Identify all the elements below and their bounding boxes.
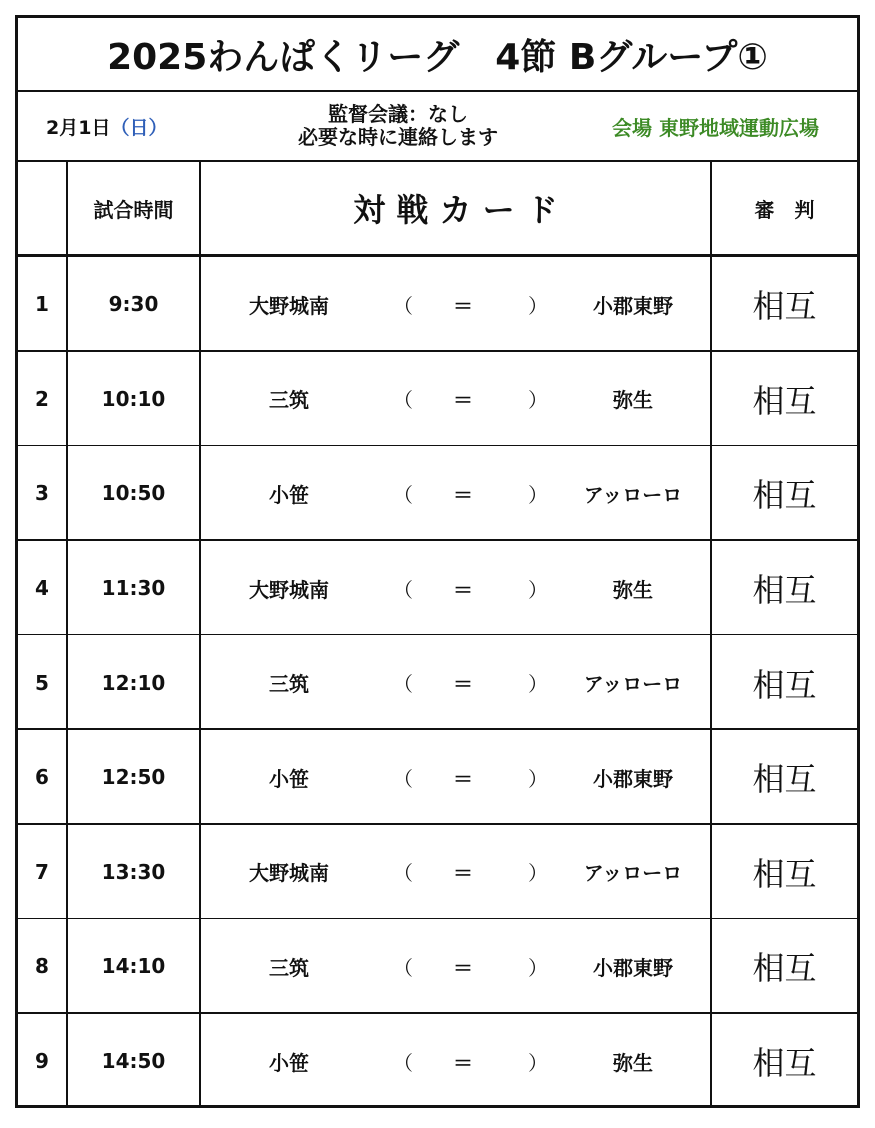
match-number: 5 <box>35 670 49 695</box>
venue: 会場 東野地域運動広場 <box>612 115 819 140</box>
table-row <box>18 541 857 636</box>
score-equals: ＝ <box>453 293 473 318</box>
match-number: 6 <box>35 765 49 790</box>
match-time: 14:10 <box>101 954 166 979</box>
away-team: アッローロ <box>583 482 683 507</box>
match-time: 12:10 <box>101 670 166 695</box>
referee: 相互 <box>752 1044 817 1083</box>
score-close-paren: ） <box>528 482 548 507</box>
score-open-paren: （ <box>393 861 413 886</box>
score-close-paren: ） <box>528 577 548 602</box>
match-number: 8 <box>35 954 49 979</box>
match-time: 10:50 <box>101 481 166 506</box>
page-title: 2025わんぱくリーグ 4節 Bグループ① <box>107 36 768 78</box>
schedule-sheet <box>15 15 860 1108</box>
away-team: 弥生 <box>613 388 653 413</box>
home-team: 三筑 <box>269 388 309 413</box>
match-number: 4 <box>35 576 49 601</box>
away-team: 弥生 <box>613 1050 653 1075</box>
score-close-paren: ） <box>528 861 548 886</box>
meeting-note <box>238 92 558 160</box>
referee: 相互 <box>752 665 817 704</box>
score-equals: ＝ <box>453 1050 473 1075</box>
away-team: 小郡東野 <box>593 766 673 791</box>
score-close-paren: ） <box>528 672 548 697</box>
match-number: 9 <box>35 1049 49 1074</box>
score-equals: ＝ <box>453 672 473 697</box>
match-date <box>46 92 167 160</box>
meeting-line-2: 必要な時に連絡します <box>298 125 498 149</box>
header-time: 試合時間 <box>93 197 174 222</box>
score-open-paren: （ <box>393 1050 413 1075</box>
away-team: 小郡東野 <box>593 293 673 318</box>
table-row <box>18 257 857 352</box>
match-time: 10:10 <box>101 386 166 411</box>
home-team: 小笹 <box>269 766 309 791</box>
away-team: アッローロ <box>583 861 683 886</box>
match-number: 1 <box>35 292 49 317</box>
score-close-paren: ） <box>528 388 548 413</box>
match-number: 7 <box>35 859 49 884</box>
away-team: アッローロ <box>583 672 683 697</box>
score-open-paren: （ <box>393 482 413 507</box>
home-team: 三筑 <box>269 672 309 697</box>
home-team: 大野城南 <box>249 293 329 318</box>
match-number: 3 <box>35 481 49 506</box>
score-equals: ＝ <box>453 766 473 791</box>
score-equals: ＝ <box>453 482 473 507</box>
match-time: 14:50 <box>101 1049 166 1074</box>
away-team: 小郡東野 <box>593 955 673 980</box>
home-team: 小笹 <box>269 1050 309 1075</box>
meeting-line-1: 監督会議：なし <box>328 102 468 126</box>
referee: 相互 <box>752 949 817 988</box>
referee: 相互 <box>752 571 817 610</box>
score-close-paren: ） <box>528 1050 548 1075</box>
header-matchup: 対 戦 カ ー ド <box>353 191 558 229</box>
match-time: 11:30 <box>101 576 166 601</box>
home-team: 大野城南 <box>249 861 329 886</box>
referee: 相互 <box>752 760 817 799</box>
date-text: 2月1日 <box>46 116 111 139</box>
referee: 相互 <box>752 476 817 515</box>
header-no <box>18 162 66 254</box>
score-open-paren: （ <box>393 955 413 980</box>
score-close-paren: ） <box>528 766 548 791</box>
home-team: 三筑 <box>269 955 309 980</box>
referee: 相互 <box>752 287 817 326</box>
referee: 相互 <box>752 381 817 420</box>
score-equals: ＝ <box>453 861 473 886</box>
table-row <box>18 446 857 541</box>
home-team: 小笹 <box>269 482 309 507</box>
header-referee: 審 判 <box>754 197 815 222</box>
score-open-paren: （ <box>393 293 413 318</box>
table-row <box>18 919 857 1014</box>
referee: 相互 <box>752 854 817 893</box>
match-time: 13:30 <box>101 859 166 884</box>
score-close-paren: ） <box>528 293 548 318</box>
day-of-week: （日） <box>110 116 168 139</box>
match-time: 9:30 <box>108 292 159 317</box>
score-equals: ＝ <box>453 388 473 413</box>
table-row <box>18 352 857 447</box>
match-time: 12:50 <box>101 765 166 790</box>
score-equals: ＝ <box>453 577 473 602</box>
away-team: 弥生 <box>613 577 653 602</box>
table-row <box>18 635 857 730</box>
score-open-paren: （ <box>393 766 413 791</box>
table-row <box>18 825 857 920</box>
score-open-paren: （ <box>393 577 413 602</box>
score-equals: ＝ <box>453 955 473 980</box>
table-row <box>18 1014 857 1109</box>
score-open-paren: （ <box>393 672 413 697</box>
score-open-paren: （ <box>393 388 413 413</box>
match-number: 2 <box>35 386 49 411</box>
home-team: 大野城南 <box>249 577 329 602</box>
score-close-paren: ） <box>528 955 548 980</box>
table-row <box>18 730 857 825</box>
